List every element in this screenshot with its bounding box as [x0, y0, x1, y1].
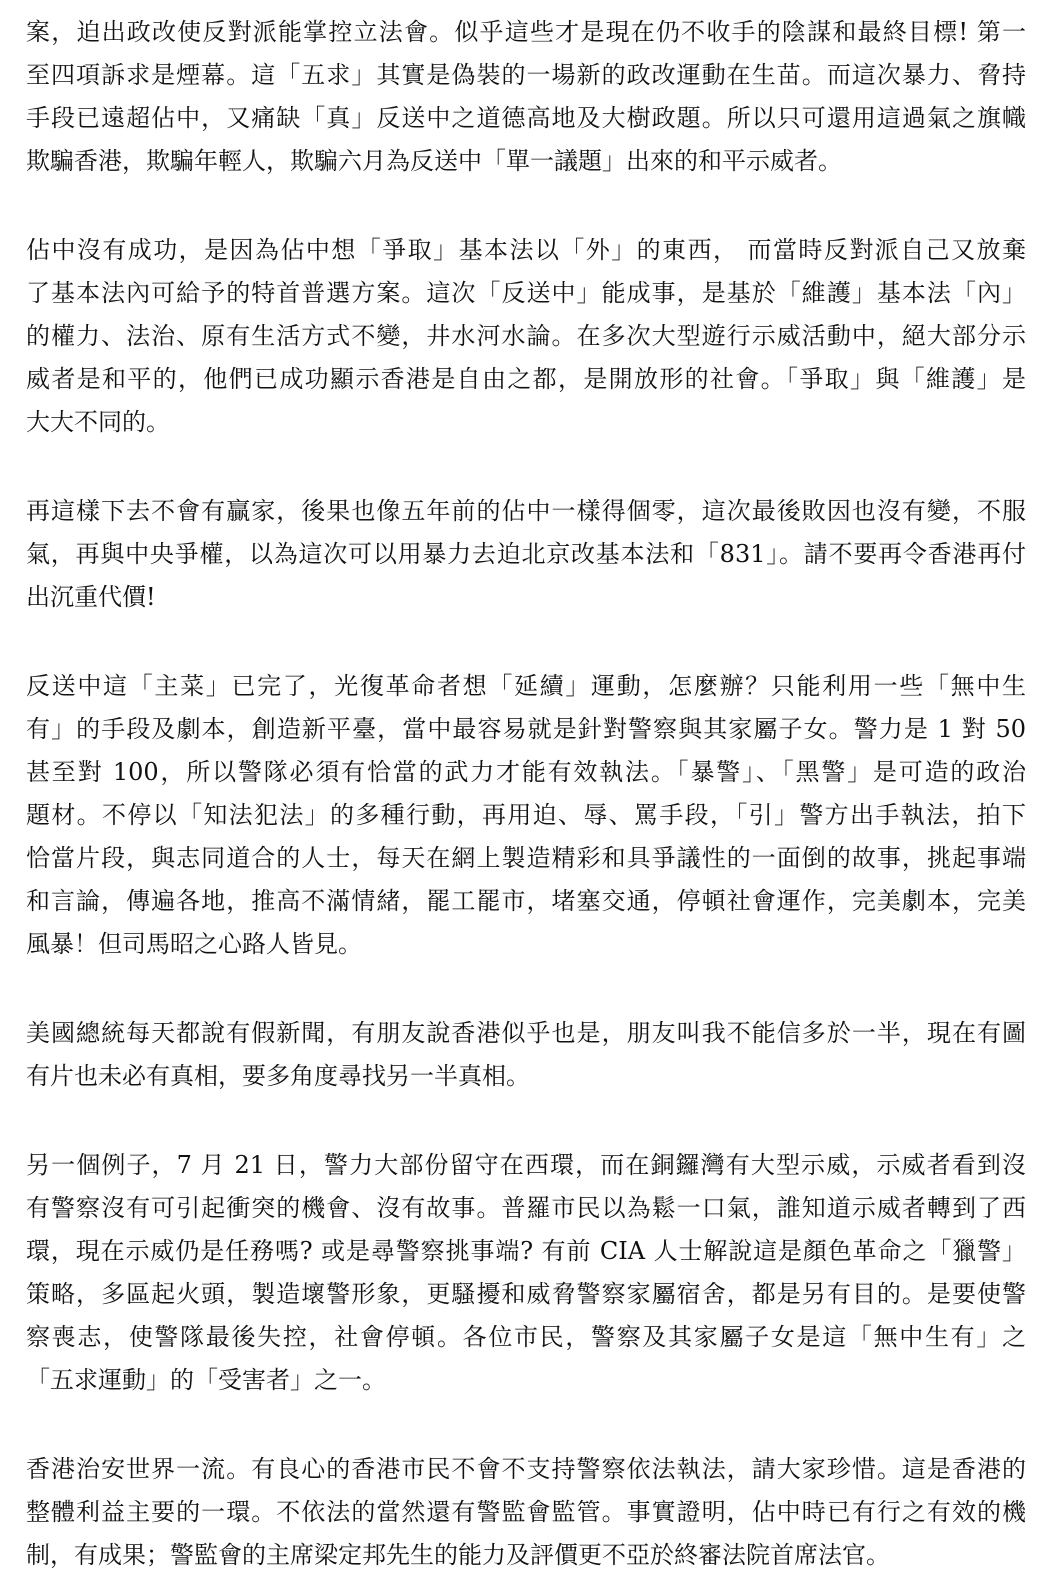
text-line: 了基本法內可給予的特首普選方案。這次「反送中」能成事，是基於「維護」基本法「內」: [26, 279, 1026, 307]
text-line: 手段已遠超佔中，又痛缺「真」反送中之道德高地及大樹政題。所以只可還用這過氣之旗幟: [26, 104, 1026, 132]
text-line: 美國總統每天都說有假新聞，有朋友說香港似乎也是，朋友叫我不能信多於一半，現在有圖: [26, 1019, 1026, 1047]
text-line: 氣，再與中央爭權，以為這次可以用暴力去迫北京改基本法和「831」。請不要再令香港再付: [26, 540, 1026, 568]
paragraph-gap: [26, 619, 1026, 665]
paragraph: [26, 11, 1026, 183]
text-line: 欺騙香港，欺騙年輕人，欺騙六月為反送中「單一議題」出來的和平示威者。: [26, 147, 842, 175]
text-line: 有片也未必有真相，要多角度尋找另一半真相。: [26, 1062, 530, 1090]
text-line: 再這樣下去不會有贏家，後果也像五年前的佔中一樣得個零，這次最後敗因也沒有變，不服: [26, 497, 1026, 525]
text-line: 大大不同的。: [26, 408, 170, 436]
text-line: 甚至對 100，所以警隊必須有恰當的武力才能有效執法。「暴警」、「黑警」是可造的政治: [26, 758, 1026, 786]
text-line: 題材。不停以「知法犯法」的多種行動，再用迫、辱、罵手段，「引」警方出手執法，拍下: [26, 801, 1026, 829]
article-body: [26, 0, 1026, 1577]
paragraph-gap: [26, 1402, 1026, 1448]
text-line: 威者是和平的，他們已成功顯示香港是自由之都，是開放形的社會。「爭取」與「維護」是: [26, 365, 1026, 393]
paragraph: [26, 665, 1026, 966]
text-line: 出沉重代價!: [26, 583, 156, 611]
text-line: 反送中這「主菜」已完了，光復革命者想「延續」運動，怎麼辦？只能利用一些「無中生: [26, 672, 1026, 700]
paragraph: [26, 490, 1026, 619]
paragraph: [26, 229, 1026, 444]
text-line: 另一個例子，7 月 21 日，警力大部份留守在西環，而在銅鑼灣有大型示威，示威者看到沒: [26, 1151, 1026, 1179]
text-line: 佔中沒有成功，是因為佔中想「爭取」基本法以「外」的東西， 而當時反對派自己又放棄: [26, 236, 1026, 264]
text-line: 策略，多區起火頭，製造壞警形象，更騷擾和威脅警察家屬宿舍，都是另有目的。是要使警: [26, 1280, 1026, 1308]
text-line: 制，有成果；警監會的主席梁定邦先生的能力及評價更不亞於終審法院首席法官。: [26, 1541, 890, 1569]
text-line: 至四項訴求是煙幕。這「五求」其實是偽裝的一場新的政改運動在生苗。而這次暴力、脅持: [26, 61, 1026, 89]
paragraph-gap: [26, 183, 1026, 229]
paragraph-gap: [26, 1098, 1026, 1144]
text-line: 風暴！但司馬昭之心路人皆見。: [26, 930, 362, 958]
text-line: 整體利益主要的一環。不依法的當然還有警監會監管。事實證明，佔中時已有行之有效的機: [26, 1498, 1026, 1526]
text-line: 案，迫出政改使反對派能掌控立法會。似乎這些才是現在仍不收手的陰謀和最終目標! 第一: [26, 18, 1026, 46]
text-line: 有」的手段及劇本，創造新平臺，當中最容易就是針對警察與其家屬子女。警力是 1 對 50: [26, 715, 1026, 743]
text-line: 和言論，傳遍各地，推高不滿情緒，罷工罷市，堵塞交通，停頓社會運作，完美劇本，完美: [26, 887, 1026, 915]
text-line: 恰當片段，與志同道合的人士，每天在網上製造精彩和具爭議性的一面倒的故事，挑起事端: [26, 844, 1026, 872]
text-line: 的權力、法治、原有生活方式不變，井水河水論。在多次大型遊行示威活動中，絕大部分示: [26, 322, 1026, 350]
text-line: 有警察沒有可引起衝突的機會、沒有故事。普羅市民以為鬆一口氣，誰知道示威者轉到了西: [26, 1194, 1026, 1222]
text-line: 香港治安世界一流。有良心的香港市民不會不支持警察依法執法，請大家珍惜。這是香港的: [26, 1455, 1026, 1483]
paragraph: [26, 1012, 1026, 1098]
paragraph: [26, 1144, 1026, 1402]
text-line: 「五求運動」的「受害者」之一。: [26, 1366, 386, 1394]
paragraph-gap: [26, 966, 1026, 1012]
paragraph: [26, 1448, 1026, 1577]
paragraph-gap: [26, 444, 1026, 490]
text-line: 察喪志，使警隊最後失控，社會停頓。各位市民，警察及其家屬子女是這「無中生有」之: [26, 1323, 1026, 1351]
text-line: 環，現在示威仍是任務嗎? 或是尋警察挑事端? 有前 CIA 人士解說這是顏色革命之「獵警」: [26, 1237, 1026, 1265]
